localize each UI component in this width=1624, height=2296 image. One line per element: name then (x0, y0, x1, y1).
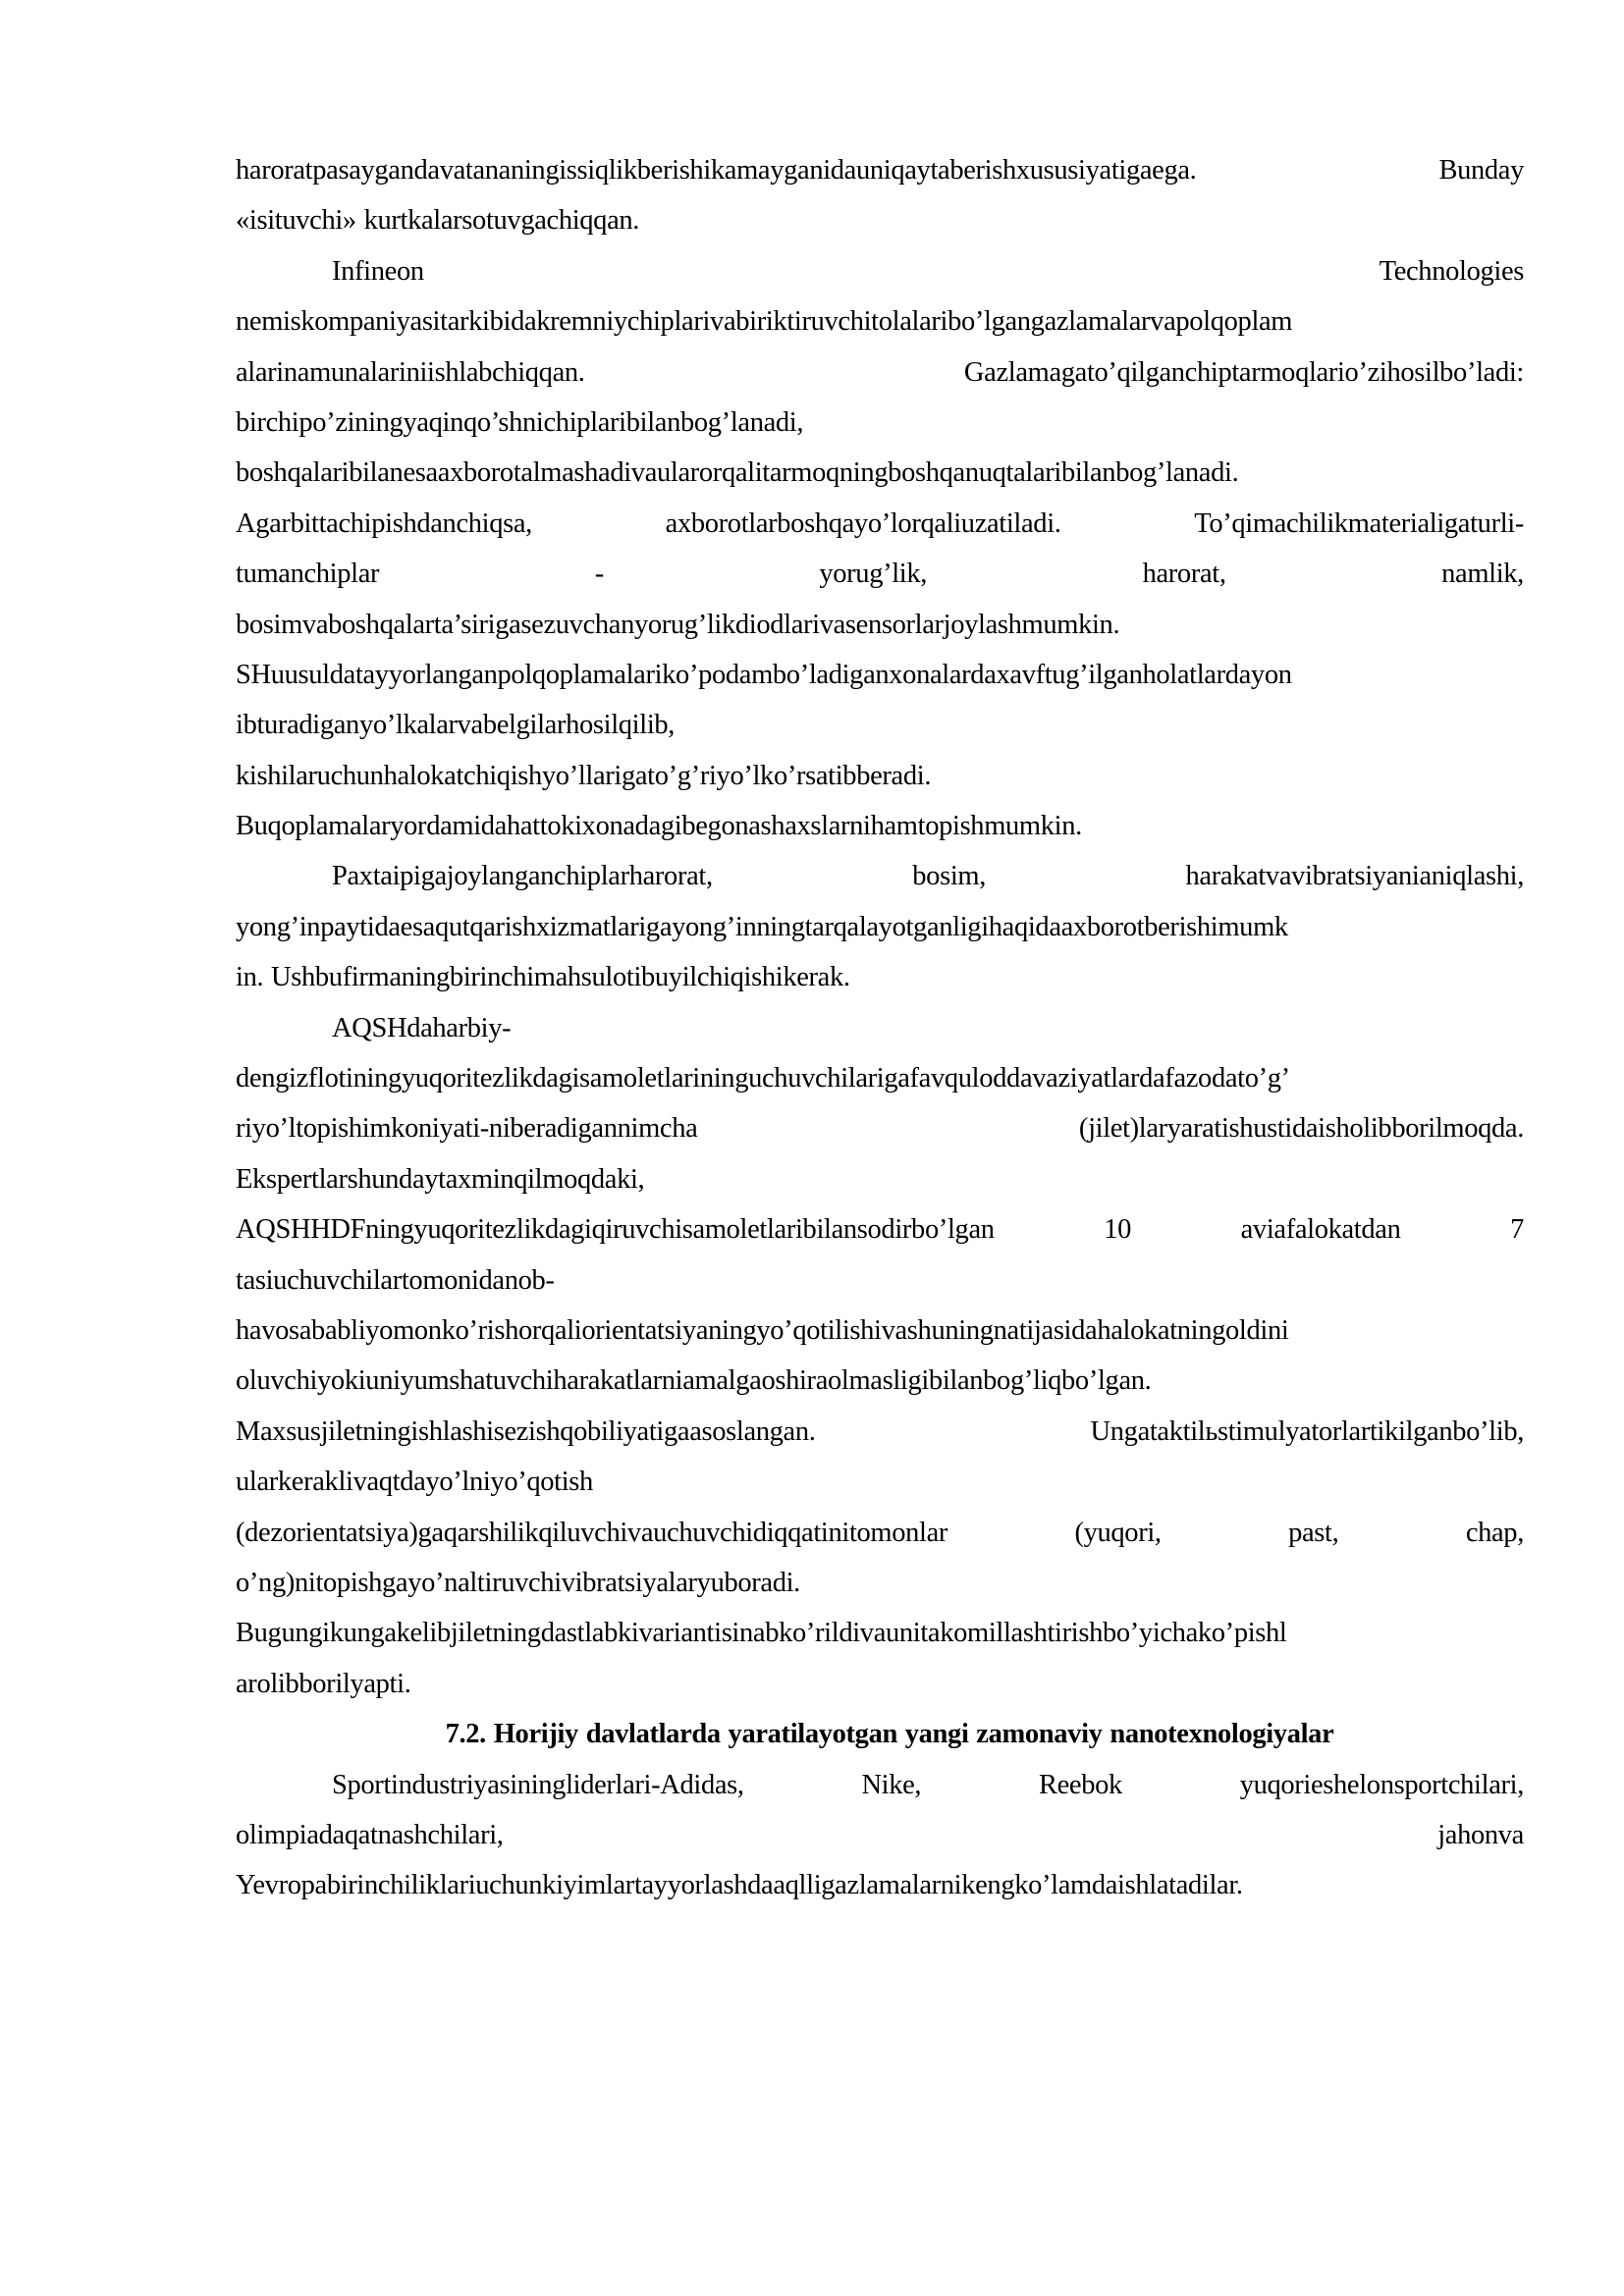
text-line: in. Ushbufirmaningbirinchimahsulotibuyilchiqishikerak. (236, 962, 850, 993)
text-line: dengizflotiningyuqoritezlikdagisamoletlarininguchuvchilarigafavquloddavaziyatlardafazodato’g’ (236, 1063, 1290, 1095)
text-line: SHuusuldatayyorlanganpolqoplamalariko’podambo’ladiganxonalardaxavftug’ilganholatlardayon (236, 659, 1292, 690)
text-word: bosim, (912, 861, 986, 892)
text-line: bosimvaboshqalarta’sirigasezuvchanyorug’likdiodlarivasensorlarjoylashmumkin. (236, 609, 1120, 640)
text-word: namlik, (1441, 559, 1524, 590)
text-line: birchipo’ziningyaqinqo’shnichiplaribilanbog’lanadi, (236, 406, 804, 438)
text-word: tumanchiplar (236, 559, 380, 590)
text-word: Bunday (1438, 155, 1524, 186)
text-word: Sportindustriyasiningliderlari-Adidas, (332, 1769, 744, 1800)
text-word: 10 (1104, 1214, 1132, 1246)
document-page (236, 145, 1524, 1911)
text-line: oluvchiyokiuniyumshatuvchiharakatlarniamalgaoshiraolmasligibilanbog’liqbo’lgan. (236, 1365, 1152, 1397)
text-word: Agarbittachipishdanchiqsa, (236, 507, 532, 539)
text-word: Infineon (332, 255, 424, 287)
text-line (236, 851, 1524, 901)
text-line: Yevropabirinchiliklariuchunkiyimlartayyorlashdaaqlligazlamalarnikengko’lamdaishlatadilar. (236, 1870, 1243, 1901)
text-line: kishilaruchunhalokatchiqishyo’llarigato’g’riyo’lko’rsatibberadi. (236, 760, 932, 791)
text-word: Ungataktilьstimulyatorlartikilganbo’lib, (1090, 1415, 1524, 1447)
text-word: AQSHHDFningyuqoritezlikdagiqiruvchisamoletlaribilansodirbo’lgan (236, 1214, 995, 1246)
text-word: Gazlamagato’qilganchiptarmoqlario’zihosilbo’ladi: (963, 356, 1524, 388)
text-word: Paxtaipigajoylanganchiplarharorat, (332, 861, 713, 892)
text-line (236, 347, 1524, 398)
text-line (236, 1407, 1524, 1457)
text-line: ularkeraklivaqtdayo’lniyo’qotish (236, 1467, 593, 1498)
text-word: - (594, 559, 604, 590)
text-line: yong’inpaytidaesaqutqarishxizmatlarigayong’inningtarqalayotganligihaqidaaxborotberishimumk (236, 911, 1288, 942)
text-line: tasiuchuvchilartomonidanob- (236, 1264, 555, 1296)
text-line (236, 1810, 1524, 1860)
text-word: past, (1288, 1517, 1339, 1548)
text-word: chap, (1465, 1517, 1524, 1548)
text-line (236, 1103, 1524, 1153)
text-line: havosababliyomonko’rishorqaliorientatsiyaningyo’qotilishivashuningnatijasidahalokatningoldini (236, 1314, 1289, 1346)
text-word: riyo’ltopishimkoniyati-niberadigannimcha (236, 1113, 698, 1145)
text-line: nemiskompaniyasitarkibidakremniychiplarivabiriktiruvchitolalaribo’lgangazlamalarvapolqoplam (236, 306, 1293, 338)
text-word: (dezorientatsiya)gaqarshilikqiluvchivauchuvchidiqqatinitomonlar (236, 1517, 948, 1548)
text-word: axborotlarboshqayo’lorqaliuzatiladi. (665, 507, 1061, 539)
text-word: jahonva (1437, 1819, 1524, 1850)
text-line (236, 246, 1524, 296)
text-line (236, 549, 1524, 599)
text-line: Buqoplamalaryordamidahattokixonadagibegonashaxslarnihamtopishmumkin. (236, 811, 1082, 842)
text-word: olimpiadaqatnashchilari, (236, 1819, 504, 1850)
text-word: alarinamunalariniishlabchiqqan. (236, 356, 585, 388)
text-line (236, 1508, 1524, 1558)
text-word: haroratpasaygandavatananingissiqlikberishikamayganidauniqaytaberishxususiyatigaega. (236, 155, 1197, 186)
text-word: harakatvavibratsiyanianiqlashi, (1185, 861, 1524, 892)
text-word: 7 (1510, 1214, 1524, 1246)
text-line (236, 499, 1524, 549)
text-line (236, 1760, 1524, 1810)
text-line: Ekspertlarshundaytaxminqilmoqdaki, (236, 1163, 645, 1195)
text-line: ibturadiganyo’lkalarvabelgilarhosilqilib, (236, 710, 676, 741)
text-word: Nike, (861, 1769, 922, 1800)
section-heading: 7.2. Horijiy davlatlarda yaratilayotgan yangi zamonaviy nanotexnologiyalar (445, 1719, 1334, 1750)
text-line (236, 145, 1524, 195)
text-word: aviafalokatdan (1240, 1214, 1401, 1246)
text-word: To’qimachilikmaterialigaturli- (1194, 507, 1524, 539)
text-word: yuqorieshelonsportchilari, (1239, 1769, 1524, 1800)
text-line (236, 1204, 1524, 1255)
text-line: o’ng)nitopishgayo’naltiruvchivibratsiyalaryuboradi. (236, 1567, 800, 1598)
text-line: «isituvchi» kurtkalarsotuvgachiqqan. (236, 205, 640, 237)
text-line: Bugungikungakelibjiletningdastlabkivariantisinabko’rildivaunitakomillashtirishbo’yichako’pishl (236, 1618, 1287, 1649)
text-word: Maxsusjiletningishlashisezishqobiliyatigaasoslangan. (236, 1415, 816, 1447)
text-word: yorug’lik, (819, 559, 928, 590)
text-word: harorat, (1142, 559, 1226, 590)
text-word: (jilet)laryaratishustidaisholibborilmoqda. (1078, 1113, 1524, 1145)
text-line: arolibborilyapti. (236, 1668, 411, 1699)
text-word: Reebok (1038, 1769, 1122, 1800)
text-word: Technologies (1379, 255, 1524, 287)
text-line: boshqalaribilanesaaxborotalmashadivaularorqalitarmoqningboshqanuqtalaribilanbog’lanadi. (236, 457, 1239, 489)
text-line: AQSHdaharbiy- (332, 1012, 512, 1043)
text-word: (yuqori, (1074, 1517, 1162, 1548)
